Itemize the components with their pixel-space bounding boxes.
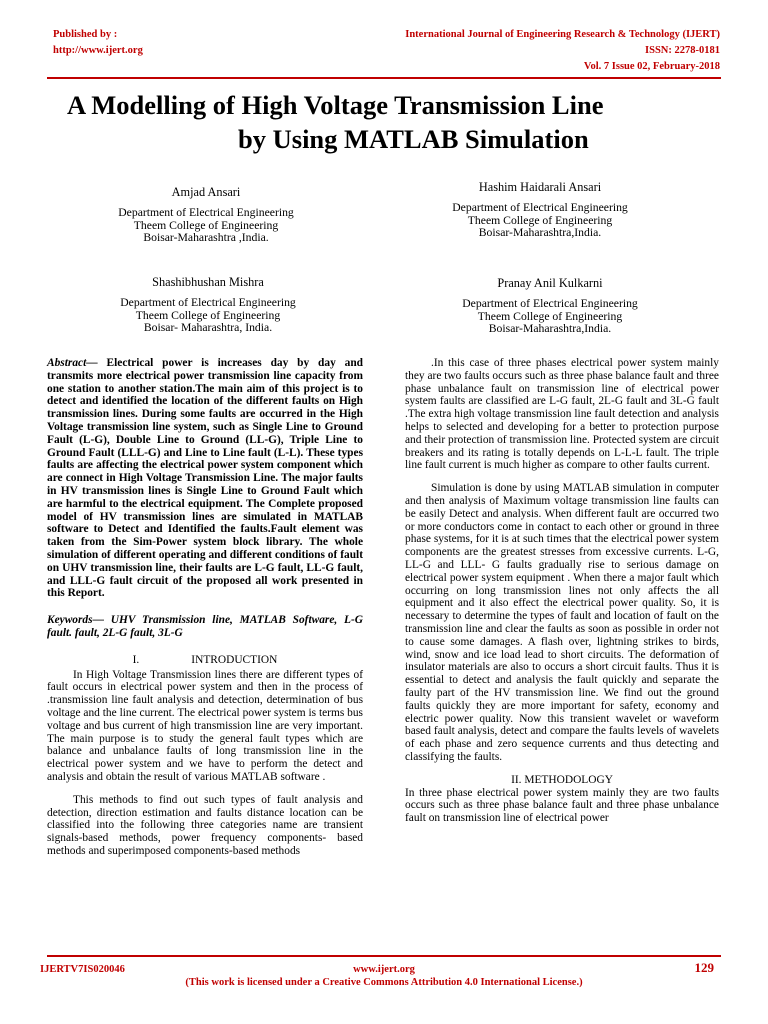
license-notice: (This work is licensed under a Creative Commons Attribution 4.0 International License.) [185,977,583,988]
methodology-paragraph: In three phase electrical power system mainly they are two faults occurs such as three phase balance fault and three phase unbalance fault on transmission line of electrical power [405,786,719,825]
right-paragraph-2: Simulation is done by using MATLAB simulation in computer and then analysis of Maximum voltage transmission line faults can be easily Detect and analysis. When different fault are occurred two or more conductors come in contact to each other or ground in three phase systems, for it is at such times that the electrical power system components are the greatest stresses from excessive currents. L-G, LL-G and LLL- G faults gradually rise to serious damage on electrical power system equipment . When there a major fault which occurring on long transmission lines not only affects the all equipment and it also effect the electrical power quality. So, it is necessary to determine the types of fault and location of fault on the transmission line and clear the faults as soon as possible in order not to cause some damages. A flash over, lightning strikes to birds, wind, snow and ice load lead to short circuits. The deformation of insulator materials are also to occurs a short circuit faults. Thus it is essential to detect and analysis the fault quickly and separate the faulty part of the HV transmission line. We find out the ground faults quickly they are more important for safety, economy and electric power quality. Now this transient wavelet or waveform based fault analysis, detect and compare the faults levels of wavelets of each phase and zero sequence currents and thus detecting and classifying the faults. [405,482,719,763]
section-number: I. [132,653,140,666]
author-college: Theem College of Engineering [133,218,279,232]
abstract-label: Abstract— [47,357,98,369]
header-right [405,27,720,75]
paper-title [0,88,768,156]
author-block-1 [86,186,326,245]
title-line-1: A Modelling of High Voltage Transmission Line [67,90,604,120]
abstract-text: Electrical power is increases day by day and transmits more electrical power transmission line capacity from one station to another station.The main aim of this project is to detect and identified the location of the different faults on High transmission lines. During some faults are occurred in the High Voltage transmission line system, such as Single Line to Ground Fault (L-G), Double Line to Ground (LL-G), Triple Line to Ground Fault (LLL-G) and Line to Line fault (L-L). These types faults are affecting the electrical power system component which are connect in High Voltage Transmission Line. The major faults in HV transmission lines is Single Line to Ground Fault which are harmful to the electrical equipment. The Complete proposed model of HV transmission lines are simulated in MATLAB software to Detect and Identified the faults.Fault element was taken from the Sim-Power system block library. The whole simulation of different operating and different conditions of fault on UHV transmission line, their faults are L-G fault, LL-G fault, and LLL-G fault circuit of the proposed all work presented in this Report. [47,357,363,600]
right-column [405,357,719,825]
author-name: Hashim Haidarali Ansari [478,180,602,194]
volume-issue: Vol. 7 Issue 02, February-2018 [583,61,720,72]
author-name: Amjad Ansari [171,185,241,199]
author-location: Boisar-Maharashtra,India. [478,226,602,240]
author-name: Pranay Anil Kulkarni [497,276,603,290]
right-paragraph-1: .In this case of three phases electrical power system mainly they are two faults occurs such as three phase balance fault and three phase unbalance fault on transmission line of electrical power system faults are classified are L-G fault, 2L-G fault and 3L-G fault .The extra high voltage transmission line fault detection and analysis helps to selected and developing for a better to protection purpose and their protection of transmission line. Protected system are circuit breakers and its rating is totally depends on L-L-L fault. The triple line fault current is much higher as compare to other faults current. [405,357,719,472]
author-location: Boisar-Maharashtra,India. [488,322,612,336]
footer-site-link[interactable]: www.ijert.org [353,964,415,975]
keywords: Keywords— UHV Transmission line, MATLAB Software, L-G fault. fault, 2L-G fault, 3L-G [47,614,363,639]
section-heading-introduction [47,654,363,667]
author-block-3 [88,276,328,335]
author-dept: Department of Electrical Engineering [120,295,296,309]
issn: ISSN: 2278-0181 [645,45,720,56]
header-left [53,27,143,59]
author-location: Boisar-Maharashtra ,India. [143,231,269,245]
author-dept: Department of Electrical Engineering [118,205,294,219]
author-block-2 [420,181,660,240]
journal-name: International Journal of Engineering Research & Technology (IJERT) [405,29,720,40]
author-college: Theem College of Engineering [477,309,623,323]
section-heading-methodology: II. METHODOLOGY [511,773,613,786]
header-divider [47,77,721,79]
intro-paragraph-1: In High Voltage Transmission lines there are different types of fault occurs in electrical power system and then in the process of .transmission line fault analysis and detection, determination of bus voltage and the line current. The electrical power system is terms bus voltage and bus current of high transmission line are very important. The main purpose is to study the general fault types which are balance and unbalance faults of long transmission line in the electrical power system and we have to perform the detect and analysis and obtain the result of various MATLAB software . [47,668,363,783]
paper-id: IJERTV7IS020046 [40,964,125,975]
title-line-2: by Using MATLAB Simulation [238,124,589,154]
author-dept: Department of Electrical Engineering [452,200,628,214]
section-title: INTRODUCTION [191,653,278,666]
footer-center [0,960,768,989]
intro-paragraph-2: This methods to find out such types of fault analysis and detection, direction estimation and faults distance location can be classified into the following three categories name are transient signals-based methods, power frequency components- based methods and superimposed components-based methods [47,793,363,857]
author-dept: Department of Electrical Engineering [462,296,638,310]
page-number: 129 [694,960,714,975]
abstract [47,357,363,600]
footer-divider [47,955,721,957]
author-block-4 [430,277,670,336]
author-college: Theem College of Engineering [467,213,613,227]
author-name: Shashibhushan Mishra [152,275,264,289]
author-location: Boisar- Maharashtra, India. [143,321,273,335]
left-column [47,357,363,858]
author-college: Theem College of Engineering [135,308,281,322]
published-by: Published by : [53,29,118,40]
site-link[interactable]: http://www.ijert.org [53,45,143,56]
